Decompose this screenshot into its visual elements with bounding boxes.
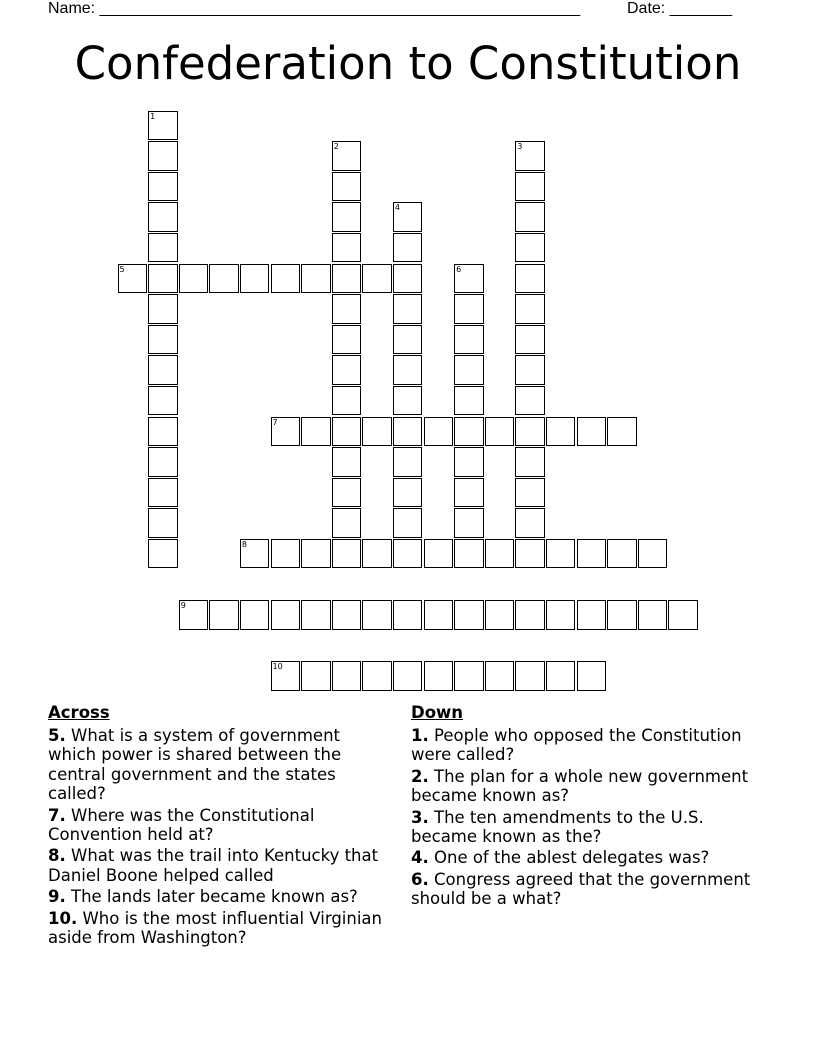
grid-cell[interactable] [332,417,362,447]
clue-number-label: 10 [272,662,283,672]
grid-cell[interactable] [209,600,239,630]
grid-cell[interactable] [148,355,178,385]
clue-text: One of the ablest delegates was? [434,848,710,868]
grid-cell[interactable] [393,294,423,324]
grid-cell[interactable] [362,539,392,569]
clue-number-label: 6 [456,264,462,274]
grid-cell[interactable] [148,386,178,416]
grid-cell[interactable] [393,386,423,416]
grid-cell[interactable] [301,264,331,294]
grid-cell[interactable] [577,417,607,447]
grid-cell[interactable] [454,447,484,477]
grid-cell[interactable] [393,447,423,477]
across-clue [48,887,388,906]
grid-cell[interactable] [515,661,545,691]
grid-cell[interactable] [148,478,178,508]
across-clues [48,703,388,949]
down-clue [411,870,751,909]
grid-cell[interactable] [515,172,545,202]
date-field[interactable]: Date: _______ [627,0,732,17]
clue-text: Congress agreed that the government should be a what? [411,869,751,909]
grid-cell[interactable] [454,508,484,538]
clue-text: Who is the most influential Virginian aside from Washington? [48,908,382,948]
grid-cell[interactable] [362,661,392,691]
grid-cell[interactable] [454,355,484,385]
grid-cell[interactable] [332,294,362,324]
grid-cell[interactable] [515,447,545,477]
grid-cell[interactable] [240,264,270,294]
across-heading: Across [48,703,110,722]
grid-cell[interactable] [424,661,454,691]
clue-text: People who opposed the Constitution were called? [411,726,742,765]
grid-cell[interactable] [332,508,362,538]
clue-number-label: 3 [517,142,523,152]
grid-cell[interactable] [332,539,362,569]
grid-cell[interactable] [301,417,331,447]
clue-number: 1. [411,726,429,745]
clue-number: 9. [48,887,66,907]
grid-cell[interactable] [638,600,668,630]
grid-cell[interactable] [546,539,576,569]
grid-cell[interactable] [454,539,484,569]
grid-cell[interactable] [362,417,392,447]
grid-cell[interactable] [332,325,362,355]
grid-cell[interactable] [393,508,423,538]
down-heading: Down [411,703,464,722]
clue-number: 5. [48,726,66,745]
grid-cell[interactable] [424,539,454,569]
grid-cell[interactable] [424,600,454,630]
down-clue [411,767,751,806]
grid-cell[interactable] [515,264,545,294]
grid-cell[interactable] [393,233,423,263]
clue-number: 2. [411,766,429,786]
grid-cell[interactable] [148,539,178,569]
clue-text: The plan for a whole new government became known as? [411,766,749,806]
grid-cell[interactable] [148,264,178,294]
grid-cell[interactable] [148,172,178,202]
grid-cell[interactable] [332,600,362,630]
grid-cell[interactable] [515,325,545,355]
puzzle-title: Confederation to Constitution [74,37,742,90]
grid-cell[interactable] [515,417,545,447]
clue-number-label: 9 [180,601,186,611]
grid-cell[interactable] [148,417,178,447]
grid-cell[interactable] [393,417,423,447]
grid-cell[interactable] [240,600,270,630]
clue-number: 10. [48,908,78,928]
down-clue [411,726,751,765]
grid-cell[interactable] [454,661,484,691]
grid-cell[interactable] [577,539,607,569]
name-field[interactable]: Name: ______________________________________________________ [48,0,581,17]
grid-cell[interactable] [332,478,362,508]
grid-cell[interactable] [546,600,576,630]
clue-number: 8. [48,846,66,866]
clue-number-label: 7 [272,417,278,427]
grid-cell[interactable] [454,294,484,324]
grid-cell[interactable] [148,202,178,232]
grid-cell[interactable] [607,417,637,447]
grid-cell[interactable] [424,417,454,447]
clue-number-label: 4 [394,203,400,213]
grid-cell[interactable] [393,264,423,294]
across-clue [48,806,388,845]
grid-cell[interactable] [607,600,637,630]
grid-cell[interactable] [485,417,515,447]
grid-cell[interactable] [332,202,362,232]
grid-cell[interactable] [393,325,423,355]
grid-cell[interactable] [332,447,362,477]
down-clue [411,808,751,847]
grid-cell[interactable] [179,264,209,294]
grid-cell[interactable] [454,325,484,355]
grid-cell[interactable] [301,600,331,630]
grid-cell[interactable] [546,417,576,447]
across-clue [48,909,388,948]
grid-cell[interactable] [485,539,515,569]
clue-number: 6. [411,869,429,889]
grid-cell[interactable] [393,600,423,630]
grid-cell[interactable] [393,478,423,508]
clue-number-label: 8 [241,539,247,549]
grid-cell[interactable] [454,600,484,630]
clue-text: The ten amendments to the U.S. became known as the? [411,807,704,847]
down-clues [411,703,751,911]
grid-cell[interactable] [332,386,362,416]
grid-cell[interactable] [271,264,301,294]
grid-cell[interactable] [546,661,576,691]
grid-cell[interactable] [668,600,698,630]
grid-cell[interactable] [485,600,515,630]
grid-cell[interactable] [638,539,668,569]
grid-cell[interactable] [515,539,545,569]
grid-cell[interactable] [515,600,545,630]
clue-number-label: 5 [119,264,125,274]
grid-cell[interactable] [148,508,178,538]
grid-cell[interactable] [332,233,362,263]
grid-cell[interactable] [332,661,362,691]
clue-number-label: 2 [333,142,339,152]
grid-cell[interactable] [148,233,178,263]
grid-cell[interactable] [301,661,331,691]
clue-text: The lands later became known as? [71,887,358,907]
grid-cell[interactable] [271,539,301,569]
clue-text: Where was the Constitutional Convention held at? [48,805,315,845]
grid-cell[interactable] [148,294,178,324]
grid-cell[interactable] [148,141,178,171]
grid-cell[interactable] [454,386,484,416]
across-clue [48,726,388,804]
grid-cell[interactable] [332,355,362,385]
across-clue [48,846,388,885]
grid-cell[interactable] [393,661,423,691]
grid-cell[interactable] [485,661,515,691]
grid-cell[interactable] [515,508,545,538]
grid-cell[interactable] [577,600,607,630]
grid-cell[interactable] [148,325,178,355]
grid-cell[interactable] [515,355,545,385]
clue-number: 4. [411,848,429,868]
grid-cell[interactable] [209,264,239,294]
grid-cell[interactable] [454,417,484,447]
grid-cell[interactable] [515,478,545,508]
clue-number: 7. [48,805,66,825]
grid-cell[interactable] [515,386,545,416]
grid-cell[interactable] [515,294,545,324]
grid-cell[interactable] [362,600,392,630]
grid-cell[interactable] [332,172,362,202]
grid-cell[interactable] [393,355,423,385]
clue-number-label: 1 [150,111,156,121]
clue-number: 3. [411,807,429,827]
grid-cell[interactable] [515,202,545,232]
clue-text: What was the trail into Kentucky that Daniel Boone helped called [48,846,379,885]
clue-text: What is a system of government which power is shared between the central government and the states called? [48,726,342,804]
grid-cell[interactable] [332,264,362,294]
grid-cell[interactable] [362,264,392,294]
down-clue [411,848,751,867]
grid-cell[interactable] [393,539,423,569]
grid-cell[interactable] [148,447,178,477]
grid-cell[interactable] [271,600,301,630]
grid-cell[interactable] [577,661,607,691]
grid-cell[interactable] [301,539,331,569]
grid-cell[interactable] [607,539,637,569]
grid-cell[interactable] [454,478,484,508]
grid-cell[interactable] [515,233,545,263]
